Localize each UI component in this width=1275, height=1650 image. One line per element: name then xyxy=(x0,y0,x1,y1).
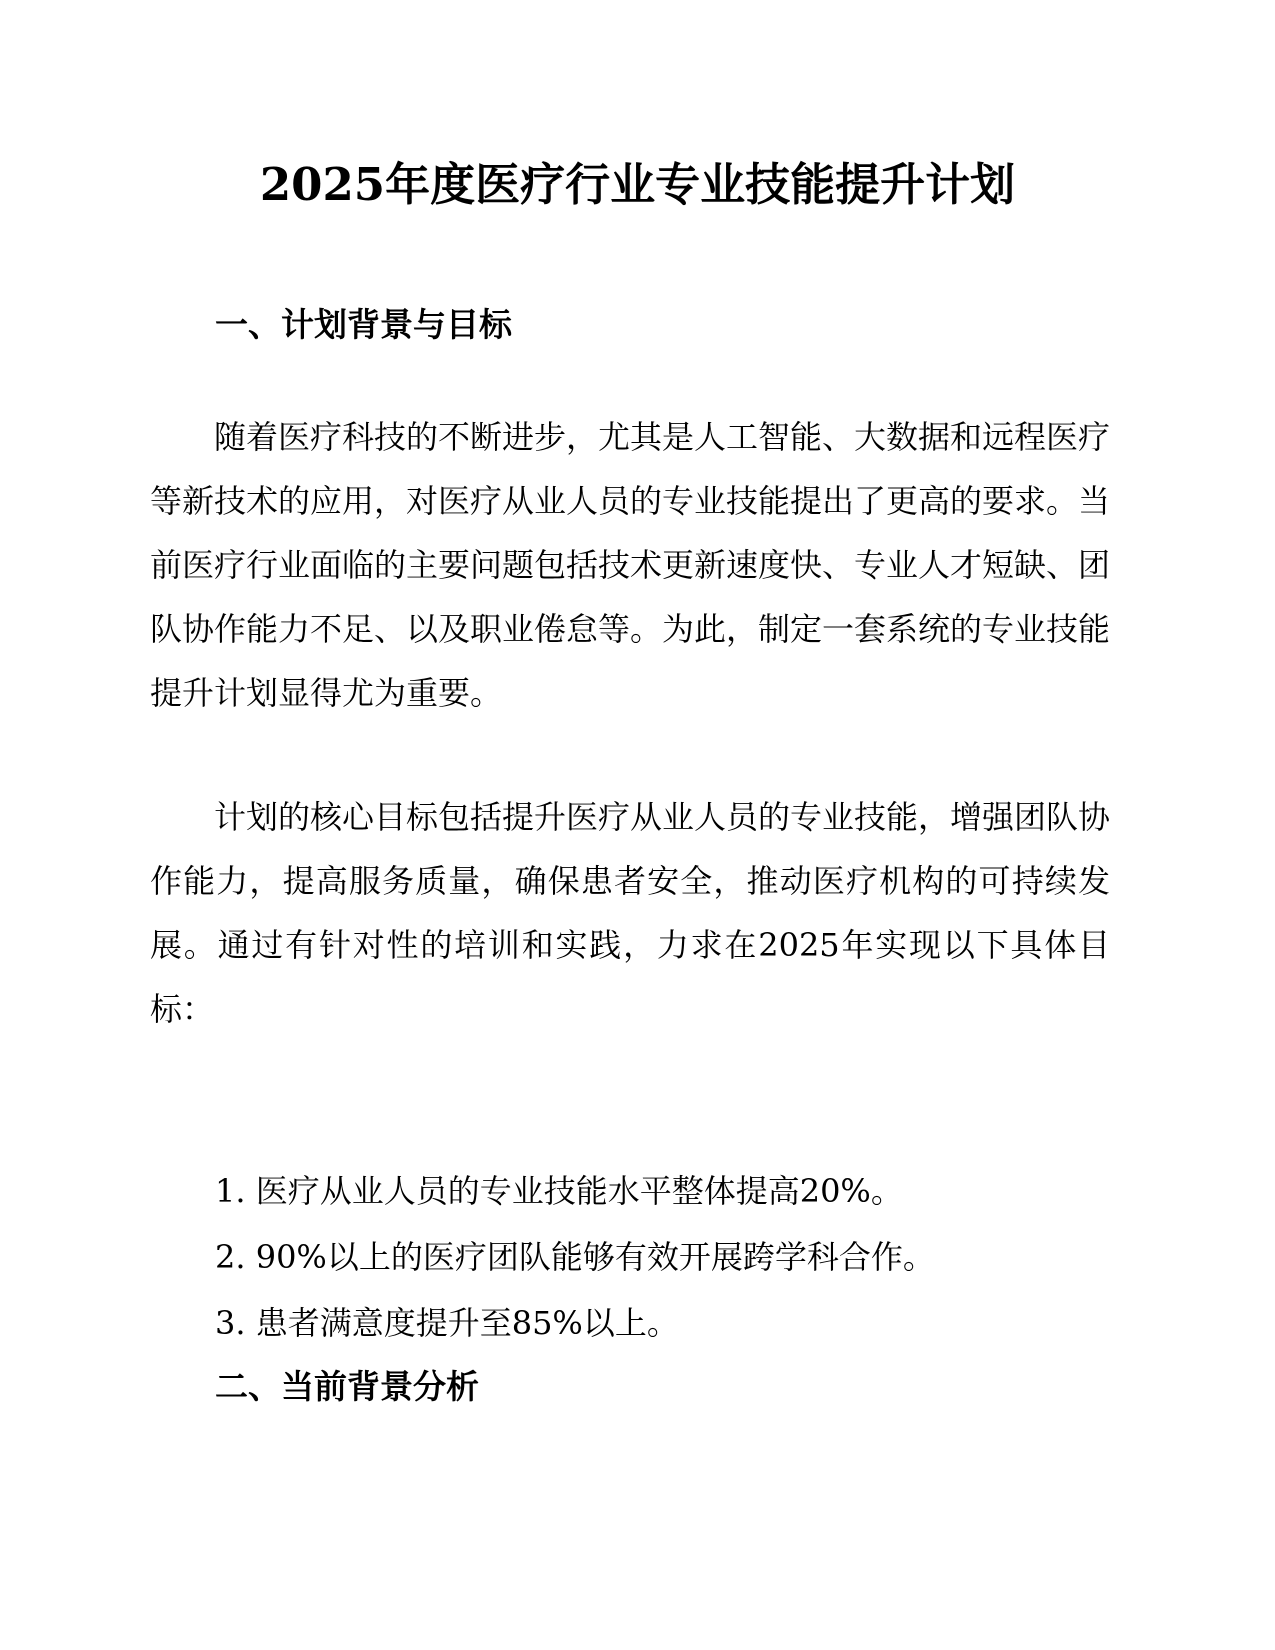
section-heading-current-analysis: 二、当前背景分析 xyxy=(215,1367,479,1406)
section-heading-background-goals: 一、计划背景与目标 xyxy=(215,305,512,344)
document-title: 2025年度医疗行业专业技能提升计划 xyxy=(259,158,1016,211)
goal-item-3: 3. 患者满意度提升至85%以上。 xyxy=(215,1304,679,1342)
paragraph-core-goals: 计划的核心目标包括提升医疗从业人员的专业技能，增强团队协作能力，提高服务质量，确保患者安全，推动医疗机构的可持续发展。通过有针对性的培训和实践，力求在2025年实现以下具体目标： xyxy=(150,798,1111,1028)
paragraph-background: 随着医疗科技的不断进步，尤其是人工智能、大数据和远程医疗等新技术的应用，对医疗从业人员的专业技能提出了更高的要求。当前医疗行业面临的主要问题包括技术更新速度快、专业人才短缺、团队协作能力不足、以及职业倦怠等。为此，制定一套系统的专业技能提升计划显得尤为重要。 xyxy=(150,418,1111,712)
goal-item-2: 2. 90%以上的医疗团队能够有效开展跨学科合作。 xyxy=(215,1238,935,1276)
goals-list xyxy=(215,1158,935,1356)
goal-item-1: 1. 医疗从业人员的专业技能水平整体提高20%。 xyxy=(215,1172,903,1210)
